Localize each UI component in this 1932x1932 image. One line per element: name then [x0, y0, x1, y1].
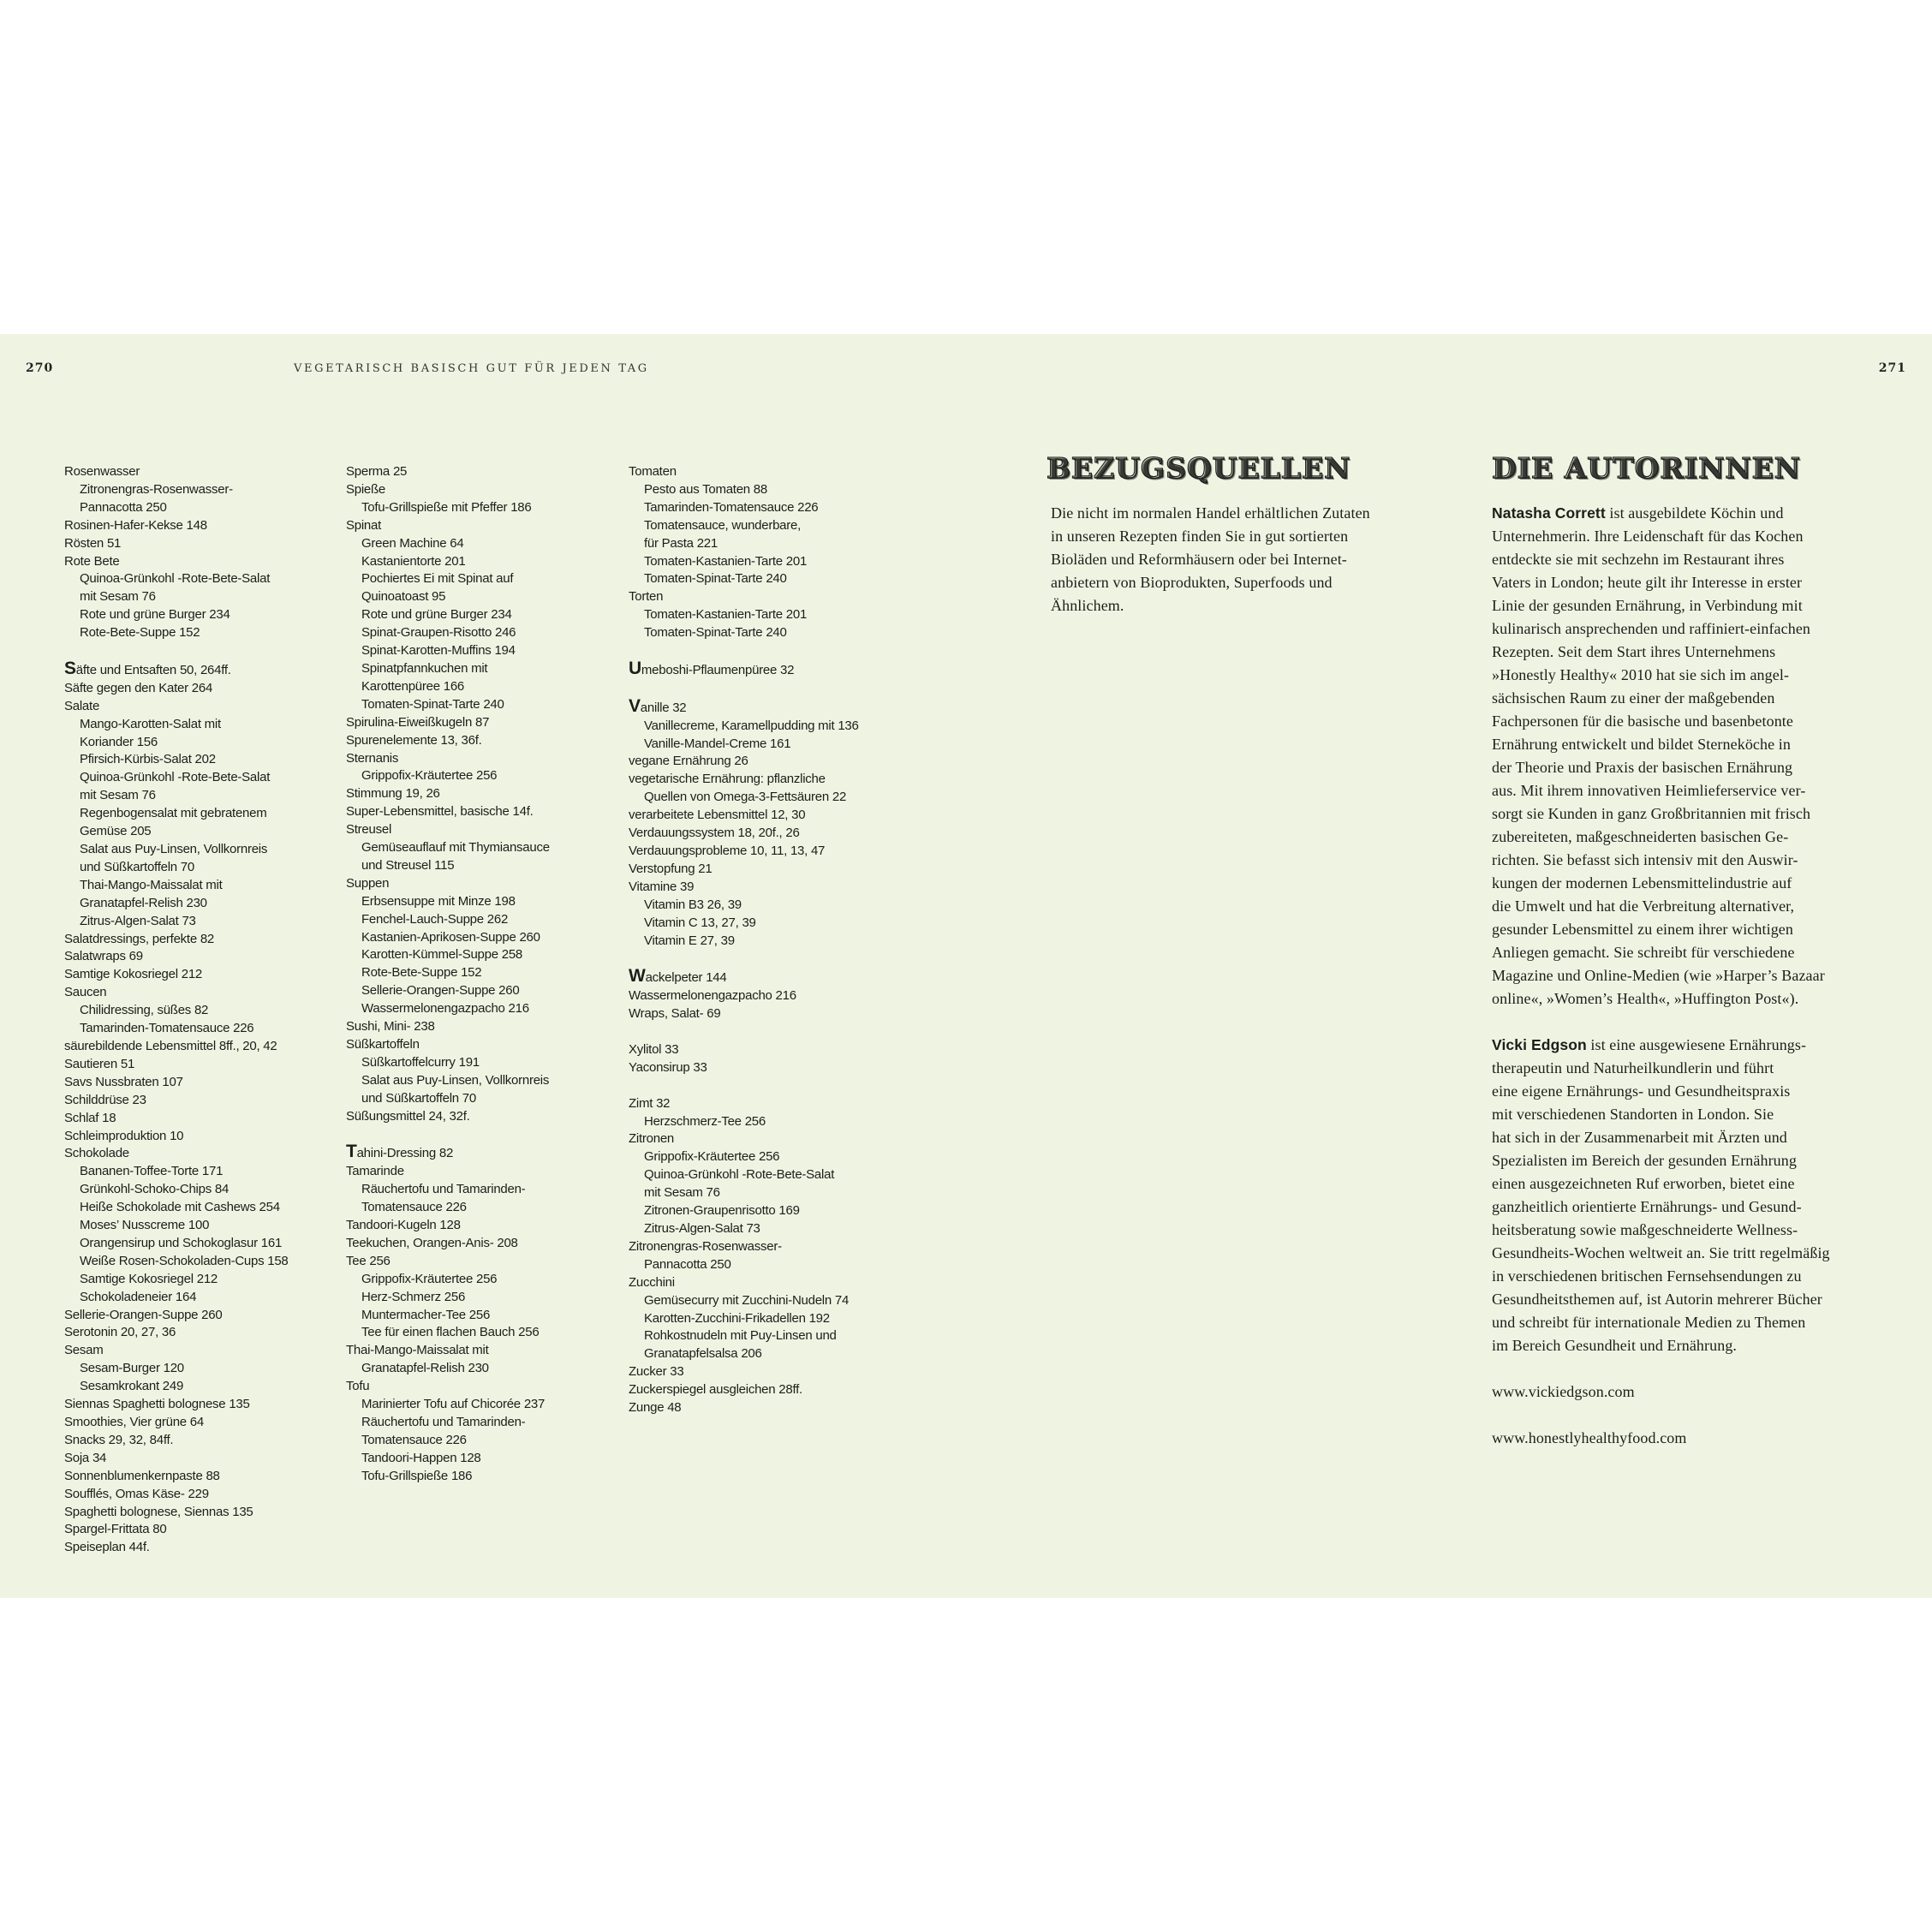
index-entry: Verdauungssystem 18, 20f., 26 [629, 826, 800, 841]
index-entry: Spirulina-Eiweißkugeln 87 [346, 714, 490, 730]
text-line: kulinarisch ansprechenden und raffiniert-einfachen [1492, 620, 1811, 637]
text-line: online«, »Women’s Health«, »Huffington Post«). [1492, 990, 1799, 1007]
text-line: mit verschiedenen Standorten in London. Sie [1492, 1106, 1774, 1123]
index-subentry: Tee für einen flachen Bauch 256 [361, 1325, 540, 1340]
bezugsquellen-text [1051, 502, 1370, 617]
index-column-2 [346, 463, 629, 1486]
index-subentry: Tamarinden-Tomatensauce 226 [644, 499, 819, 515]
autorinnen-title: DIE AUTORINNEN [1492, 451, 1801, 485]
paragraph-gap [1492, 1011, 1830, 1034]
index-subentry: Grippofix-Kräutertee 256 [361, 768, 498, 784]
index-entry: vegane Ernährung 26 [629, 754, 748, 769]
text-line [1492, 1034, 1830, 1057]
index-subentry: Erbsensuppe mit Minze 198 [361, 893, 516, 909]
index-entry: Sperma 25 [346, 464, 408, 479]
text-line: Spezialisten im Bereich der gesunden Ernährung [1492, 1152, 1797, 1169]
index-subentry: Granatapfelsalsa 206 [644, 1346, 762, 1362]
text-line: ganzheitlich orientierte Ernährungs- und Gesund- [1492, 1198, 1802, 1215]
index-subentry: Marinierter Tofu auf Chicorée 237 [361, 1397, 546, 1412]
index-subentry: Herzschmerz-Tee 256 [644, 1113, 766, 1129]
index-letter-initial: S [64, 658, 76, 678]
index-subentry: Weiße Rosen-Schokoladen-Cups 158 [80, 1253, 289, 1268]
text-line: Unternehmerin. Ihre Leidenschaft für das Kochen [1492, 528, 1804, 545]
index-entry: Verdauungsprobleme 10, 11, 13, 47 [629, 844, 826, 858]
index-subentry: Tamarinden-Tomatensauce 226 [80, 1021, 254, 1036]
index-subentry: Quinoa-Grünkohl -Rote-Bete-Salat [644, 1167, 835, 1183]
index-entry: Speiseplan 44f. [64, 1540, 150, 1555]
index-entry: Schokolade [64, 1146, 129, 1161]
index-subentry: Spinatpfannkuchen mit [361, 660, 488, 676]
index-subentry: Pfirsich-Kürbis-Salat 202 [80, 752, 216, 767]
index-subentry: Regenbogensalat mit gebratenem [80, 806, 267, 821]
index-entry: Sternanis [346, 750, 399, 766]
index-entry: Samtige Kokosriegel 212 [64, 967, 203, 982]
text-line: heitsberatung sowie maßgeschneiderte Wellness- [1492, 1221, 1798, 1238]
index-subentry: Süßkartoffelcurry 191 [361, 1054, 480, 1070]
index-entry: Saucen [64, 985, 107, 1000]
index-spacer [629, 1077, 911, 1095]
text-line-rest: ist eine ausgewiesene Ernährungs- [1586, 1036, 1807, 1053]
index-subentry: Grippofix-Kräutertee 256 [644, 1149, 780, 1165]
index-subentry: Vitamin C 13, 27, 39 [644, 915, 756, 930]
paragraph-gap [1492, 1404, 1830, 1427]
index-subentry: mit Sesam 76 [80, 788, 156, 803]
index-entry: Salatwraps 69 [64, 949, 143, 964]
index-subentry: Wassermelonengazpacho 216 [361, 1001, 529, 1017]
index-subentry: Vitamin E 27, 39 [644, 933, 735, 948]
autorinnen-text [1492, 502, 1830, 1450]
index-entry: verarbeitete Lebensmittel 12, 30 [629, 808, 806, 823]
text-line: Die nicht im normalen Handel erhältlichen Zutaten [1051, 504, 1370, 522]
index-entry: Stimmung 19, 26 [346, 786, 440, 802]
index-subentry: Tandoori-Happen 128 [361, 1450, 481, 1465]
index-entry: Streusel [346, 822, 392, 838]
index-subentry: Zitronen-Graupenrisotto 169 [644, 1203, 800, 1219]
text-line: zubereiteten, maßgeschneiderten basischen Ge- [1492, 828, 1789, 845]
index-entry: Verstopfung 21 [629, 861, 713, 876]
index-subentry: Muntermacher-Tee 256 [361, 1307, 491, 1322]
text-line: Gesundheitsthemen auf, ist Autorin mehrerer Bücher [1492, 1291, 1822, 1308]
index-entry: Smoothies, Vier grüne 64 [64, 1415, 204, 1430]
index-subentry: Quellen von Omega-3-Fettsäuren 22 [644, 790, 847, 805]
index-subentry: Rote-Bete-Suppe 152 [80, 625, 200, 641]
index-subentry: Zitrus-Algen-Salat 73 [80, 913, 196, 928]
index-entry: Suppen [346, 875, 390, 891]
index-entry: Spurenelemente 13, 36f. [346, 732, 482, 748]
index-subentry: Tomatensauce 226 [361, 1432, 467, 1447]
index-entry: Spieße [346, 481, 386, 497]
page-number-right: 271 [1878, 361, 1906, 375]
index-entry: Rosenwasser [64, 464, 140, 479]
index-entry: Rösten 51 [64, 535, 122, 551]
index-entry: Tee 256 [346, 1253, 391, 1268]
index-subentry: Grünkohl-Schoko-Chips 84 [80, 1182, 230, 1197]
index-subentry: Bananen-Toffee-Torte 171 [80, 1164, 224, 1179]
index-subentry: Heiße Schokolade mit Cashews 254 [80, 1200, 280, 1215]
index-subentry: Salat aus Puy-Linsen, Vollkornreis [361, 1072, 550, 1088]
text-line: therapeutin und Naturheilkundlerin und führt [1492, 1059, 1774, 1076]
index-subentry: Thai-Mango-Maissalat mit [80, 877, 223, 892]
text-line: entdeckte sie mit sechzehn im Restaurant ihres [1492, 551, 1785, 568]
index-subentry: Tomaten-Spinat-Tarte 240 [361, 696, 504, 712]
index-entry: Zuckerspiegel ausgleichen 28ff. [629, 1382, 802, 1398]
index-entry: Spinat [346, 517, 382, 533]
index-subentry: Vanillecreme, Karamellpudding mit 136 [644, 718, 859, 733]
index-entry: säurebildende Lebensmittel 8ff., 20, 42 [64, 1038, 277, 1053]
index-entry: Zunge 48 [629, 1400, 682, 1416]
text-line: richten. Sie befasst sich intensiv mit den Auswir- [1492, 851, 1798, 868]
index-subentry: Zitronengras-Rosenwasser- [80, 481, 233, 497]
text-line: im Bereich Gesundheit und Ernährung. [1492, 1337, 1738, 1354]
page-number-left: 270 [26, 361, 54, 375]
index-entry: Wassermelonengazpacho 216 [629, 988, 796, 1004]
index-letter-initial: T [346, 1142, 357, 1162]
bezugsquellen-title: BEZUGSQUELLEN [1046, 451, 1351, 485]
index-subentry: Quinoatoast 95 [361, 589, 446, 605]
index-subentry: Vitamin B3 26, 39 [644, 897, 742, 912]
website-link[interactable]: www.honestlyhealthyfood.com [1492, 1429, 1687, 1446]
index-subentry: Rote und grüne Burger 234 [80, 607, 230, 623]
text-line: »Honestly Healthy« 2010 hat sie sich im angel- [1492, 666, 1790, 683]
index-subentry: Räuchertofu und Tamarinden- [361, 1415, 526, 1430]
index-entry: Schleimproduktion 10 [64, 1128, 184, 1143]
text-line: einen ausgezeichneten Ruf erworben, bietet eine [1492, 1175, 1795, 1192]
index-subentry: Vanille-Mandel-Creme 161 [644, 736, 791, 751]
index-entry: Wackelpeter 144 [629, 966, 727, 987]
text-line: Bioläden und Reformhäusern oder bei Internet- [1051, 551, 1347, 568]
index-entry: Sellerie-Orangen-Suppe 260 [64, 1307, 223, 1322]
website-link[interactable]: www.vickiedgson.com [1492, 1383, 1635, 1400]
book-spread [0, 334, 1932, 1598]
index-entry: Spargel-Frittata 80 [64, 1522, 167, 1537]
text-line: und schreibt für internationale Medien zu Themen [1492, 1314, 1806, 1331]
index-subentry: Samtige Kokosriegel 212 [80, 1271, 218, 1286]
index-entry: Soja 34 [64, 1450, 107, 1465]
index-subentry: Pochiertes Ei mit Spinat auf [361, 571, 514, 587]
index-entry: Schilddrüse 23 [64, 1092, 146, 1107]
index-subentry: Granatapfel-Relish 230 [80, 895, 207, 910]
index-subentry: Moses’ Nusscreme 100 [80, 1218, 210, 1233]
text-line: sächsischen Raum zu einer der maßgebenden [1492, 689, 1775, 707]
index-entry: Sushi, Mini- 238 [346, 1019, 435, 1035]
index-subentry: Tomatensauce 226 [361, 1200, 467, 1215]
index-subentry: Tomaten-Kastanien-Tarte 201 [644, 553, 808, 569]
index-subentry: Salat aus Puy-Linsen, Vollkornreis [80, 842, 268, 857]
index-entry: Säfte gegen den Kater 264 [64, 680, 213, 695]
index-subentry: Schokoladeneier 164 [80, 1289, 197, 1304]
text-line: hat sich in der Zusammenarbeit mit Ärzten und [1492, 1129, 1787, 1146]
index-subentry: Spinat-Karotten-Muffins 194 [361, 643, 516, 659]
index-subentry: Quinoa-Grünkohl -Rote-Bete-Salat [80, 571, 271, 587]
text-line: Anliegen gemacht. Sie schreibt für verschiedene [1492, 944, 1795, 961]
index-entry: Wraps, Salat- 69 [629, 1006, 721, 1022]
index-subentry: Karotten-Zucchini-Frikadellen 192 [644, 1310, 830, 1326]
index-entry: Xylitol 33 [629, 1041, 679, 1057]
paragraph-gap [1492, 1357, 1830, 1380]
index-entry: Säfte und Entsaften 50, 264ff. [64, 658, 231, 678]
index-subentry: Tomaten-Kastanien-Tarte 201 [644, 607, 808, 623]
index-subentry: Rohkostnudeln mit Puy-Linsen und [644, 1328, 837, 1344]
index-entry: Sonnenblumenkernpaste 88 [64, 1468, 220, 1483]
author-name: Natasha Corrett [1492, 504, 1606, 522]
index-entry: Süßungsmittel 24, 32f. [346, 1108, 470, 1124]
index-entry: Zucker 33 [629, 1364, 684, 1380]
text-line [1492, 502, 1830, 525]
text-line: Gesundheits-Wochen weltweit an. Sie tritt regelmäßig [1492, 1244, 1830, 1261]
index-entry: Snacks 29, 32, 84ff. [64, 1432, 174, 1447]
text-line: in verschiedenen britischen Fernsehsendungen zu [1492, 1267, 1802, 1285]
index-subentry: Grippofix-Kräutertee 256 [361, 1271, 498, 1286]
index-subentry: Kastanientorte 201 [361, 553, 466, 569]
index-subentry: Gemüsecurry mit Zucchini-Nudeln 74 [644, 1292, 850, 1308]
index-entry: Rote Bete [64, 553, 120, 569]
index-entry: Tamarinde [346, 1164, 404, 1179]
index-subentry: Sesam-Burger 120 [80, 1361, 184, 1376]
text-line: eine eigene Ernährungs- und Gesundheitspraxis [1492, 1082, 1791, 1100]
index-subentry: und Süßkartoffeln 70 [361, 1090, 476, 1106]
author-name: Vicki Edgson [1492, 1036, 1587, 1053]
text-line: kungen der modernen Lebensmittelindustrie auf [1492, 874, 1792, 891]
index-subentry: Herz-Schmerz 256 [361, 1289, 466, 1304]
index-entry: Schlaf 18 [64, 1110, 116, 1125]
index-subentry: Mango-Karotten-Salat mit [80, 716, 221, 731]
index-subentry: Rote und grüne Burger 234 [361, 607, 512, 623]
index-entry: Vanille 32 [629, 695, 687, 716]
index-entry: Super-Lebensmittel, basische 14f. [346, 804, 534, 820]
index-letter-initial: V [629, 695, 641, 716]
index-subentry: Sesamkrokant 249 [80, 1379, 184, 1394]
index-entry: Zitronengras-Rosenwasser- [629, 1238, 782, 1254]
index-entry: Sautieren 51 [64, 1056, 135, 1071]
index-column-1 [64, 463, 347, 1557]
index-entry: Salatdressings, perfekte 82 [64, 931, 215, 946]
index-entry: Umeboshi-Pflaumenpüree 32 [629, 658, 795, 678]
index-entry: Siennas Spaghetti bolognese 135 [64, 1397, 250, 1412]
index-subentry: Spinat-Graupen-Risotto 246 [361, 625, 516, 641]
index-entry: Süßkartoffeln [346, 1037, 420, 1052]
index-subentry: Kastanien-Aprikosen-Suppe 260 [361, 929, 540, 945]
index-subentry: Karottenpüree 166 [361, 678, 465, 694]
index-subentry: Tomaten-Spinat-Tarte 240 [644, 571, 787, 587]
index-subentry: Tofu-Grillspieße 186 [361, 1468, 473, 1483]
index-subentry: Karotten-Kümmel-Suppe 258 [361, 947, 523, 963]
text-line: der Theorie und Praxis der basischen Ernährung [1492, 759, 1793, 776]
text-line-rest: ist ausgebildete Köchin und [1605, 504, 1784, 522]
index-subentry: Quinoa-Grünkohl -Rote-Bete-Salat [80, 770, 271, 785]
text-line: anbietern von Bioprodukten, Superfoods und [1051, 574, 1333, 591]
text-line: Rezepten. Seit dem Start ihres Unternehmens [1492, 643, 1776, 660]
index-entry: Spaghetti bolognese, Siennas 135 [64, 1504, 253, 1519]
index-subentry: Tomaten-Spinat-Tarte 240 [644, 625, 787, 641]
index-subentry: Gemüseauflauf mit Thymiansauce [361, 840, 550, 856]
index-entry: Tofu [346, 1379, 370, 1394]
index-subentry: Pannacotta 250 [80, 499, 167, 515]
text-line: Ernährung entwickelt und bildet Sterneköche in [1492, 736, 1791, 753]
index-entry: Sesam [64, 1343, 104, 1358]
running-title: VEGETARISCH BASISCH GUT FÜR JEDEN TAG [294, 362, 649, 375]
index-entry: Tomaten [629, 464, 677, 479]
index-subentry: Green Machine 64 [361, 535, 464, 551]
index-entry: Serotonin 20, 27, 36 [64, 1325, 176, 1340]
text-line: aus. Mit ihrem innovativen Heimlieferservice ver- [1492, 782, 1806, 799]
index-subentry: Granatapfel-Relish 230 [361, 1361, 489, 1376]
index-subentry: Tofu-Grillspieße mit Pfeffer 186 [361, 499, 532, 515]
index-subentry: Pannacotta 250 [644, 1256, 731, 1272]
index-letter-initial: U [629, 658, 641, 678]
index-entry: Yaconsirup 33 [629, 1059, 707, 1075]
index-entry: Teekuchen, Orangen-Anis- 208 [346, 1235, 518, 1250]
index-subentry: Koriander 156 [80, 734, 158, 749]
index-subentry: Sellerie-Orangen-Suppe 260 [361, 983, 520, 999]
text-line: gesunder Lebensmittel zu einem ihrer wichtigen [1492, 921, 1793, 938]
index-subentry: mit Sesam 76 [644, 1185, 720, 1201]
text-line: sorgt sie Kunden in ganz Großbritannien mit frisch [1492, 805, 1811, 822]
text-line: in unseren Rezepten finden Sie in gut sortierten [1051, 528, 1349, 545]
index-subentry: und Streusel 115 [361, 857, 455, 873]
text-line: Ähnlichem. [1051, 597, 1124, 614]
index-entry: Salate [64, 698, 100, 713]
text-line: Linie der gesunden Ernährung, in Verbindung mit [1492, 597, 1803, 614]
index-entry: Zimt 32 [629, 1095, 671, 1111]
index-subentry: Chilidressing, süßes 82 [80, 1003, 209, 1018]
index-entry: Rosinen-Hafer-Kekse 148 [64, 517, 207, 533]
index-subentry: Orangensirup und Schokoglasur 161 [80, 1235, 283, 1250]
index-subentry: Gemüse 205 [80, 824, 152, 839]
index-subentry: Tomatensauce, wunderbare, [644, 517, 802, 533]
index-subentry: mit Sesam 76 [80, 589, 156, 605]
index-entry: Savs Nussbraten 107 [64, 1074, 183, 1089]
index-entry: Zitronen [629, 1131, 675, 1147]
index-entry: Soufflés, Omas Käse- 229 [64, 1486, 209, 1501]
index-entry: vegetarische Ernährung: pflanzliche [629, 772, 826, 787]
index-subentry: und Süßkartoffeln 70 [80, 859, 194, 874]
index-entry: Tahini-Dressing 82 [346, 1142, 454, 1162]
index-entry: Torten [629, 589, 664, 605]
index-column-3 [629, 463, 911, 1417]
text-line: Fachpersonen für die basische und basenbetonte [1492, 713, 1793, 730]
index-subentry: Räuchertofu und Tamarinden- [361, 1182, 526, 1197]
text-line: Magazine und Online-Medien (wie »Harper’s Bazaar [1492, 967, 1825, 984]
index-entry: Tandoori-Kugeln 128 [346, 1218, 461, 1233]
index-spacer [629, 1023, 911, 1041]
index-entry: Thai-Mango-Maissalat mit [346, 1343, 489, 1358]
index-subentry: Rote-Bete-Suppe 152 [361, 965, 482, 981]
index-subentry: für Pasta 221 [644, 535, 718, 551]
text-line: Vaters in London; heute gilt ihr Interesse in erster [1492, 574, 1803, 591]
index-subentry: Zitrus-Algen-Salat 73 [644, 1220, 760, 1236]
index-entry: Vitamine 39 [629, 879, 695, 894]
index-subentry: Pesto aus Tomaten 88 [644, 481, 767, 497]
text-line: die Umwelt und hat die Verbreitung alternativer, [1492, 897, 1795, 915]
index-subentry: Fenchel-Lauch-Suppe 262 [361, 911, 509, 927]
index-letter-initial: W [629, 966, 646, 987]
index-entry: Zucchini [629, 1274, 675, 1290]
